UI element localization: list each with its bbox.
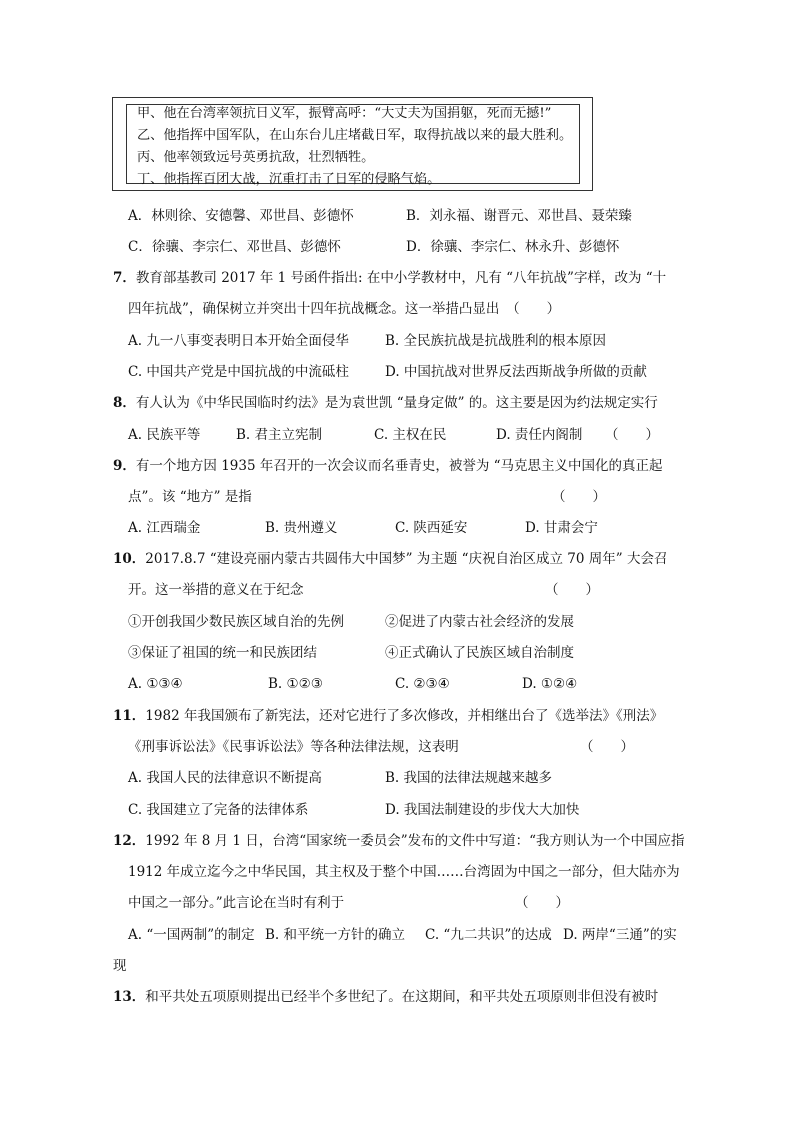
q12-text-3: 中国之一部分。”此言论在当时有利于: [128, 895, 345, 911]
q9-option-b: B. 贵州遵义: [265, 520, 338, 536]
q8-answer-blank: （ ）: [605, 427, 659, 443]
q9-number: 9．: [113, 458, 136, 474]
q9-text-1: 有一个地方因 1935 年召开的一次会议而名垂青史，被誉为 “马克思主义中国化的真正起: [135, 458, 663, 474]
q9-text-2: 点”。该 “地方” 是指: [128, 489, 252, 505]
q10-option-d: D. ①②④: [522, 676, 578, 692]
q6-option-c: C．徐骧、李宗仁、邓世昌、彭德怀: [128, 239, 341, 255]
q6-option-d: D．徐骧、李宗仁、林永升、彭德怀: [406, 239, 620, 255]
q11-number: 11．: [113, 708, 146, 724]
q7-option-b: B. 全民族抗战是抗战胜利的根本原因: [385, 333, 607, 349]
q11-option-b: B. 我国的法律法规越来越多: [385, 770, 553, 786]
q9-option-d: D. 甘肃会宁: [525, 520, 598, 536]
q7-option-c: C. 中国共产党是中国抗战的中流砥柱: [128, 364, 349, 380]
q7-text-2: 四年抗战”，确保树立并突出十四年抗战概念。这一举措凸显出 （ ）: [128, 301, 561, 317]
q12-answer-blank: （ ）: [515, 895, 569, 911]
q12-line-1: [113, 831, 685, 851]
passage-line-ding: 丁、他指挥百团大战，沉重打击了日军的侵略气焰。: [137, 172, 441, 187]
q9-option-c: C. 陕西延安: [395, 520, 468, 536]
q10-item-2: ②促进了内蒙古社会经济的发展: [385, 614, 574, 630]
q7-text-1: 教育部基教司 2017 年 1 号函件指出: 在中小学教材中，凡有 “八年抗战”字样，改为 “十: [135, 270, 667, 286]
q6-option-b: B．刘永福、谢晋元、邓世昌、聂荣臻: [406, 208, 632, 224]
q6-option-a: A．林则徐、安德馨、邓世昌、彭德怀: [128, 208, 354, 224]
q8-number: 8．: [113, 395, 136, 411]
q7-option-a: A. 九一八事变表明日本开始全面侵华: [128, 333, 349, 349]
q12-text-1: 1992 年 8 月 1 日，台湾“国家统一委员会”发布的文件中写道：“我方则认为一个中国应指: [145, 833, 685, 849]
q7-line-1: [113, 268, 666, 288]
q8-option-b: B. 君主立宪制: [236, 427, 323, 443]
q12-option-c: C. “九二共识”的达成: [425, 927, 552, 943]
q10-text-2: 开。这一举措的意义在于纪念: [128, 582, 304, 598]
q11-text-2: 《刑事诉讼法》《民事诉讼法》等各种法律法规，这表明: [128, 739, 459, 755]
q11-option-d: D. 我国法制建设的步伐大大加快: [385, 802, 580, 818]
q12-option-d: D. 两岸“三通”的实: [563, 927, 677, 943]
q13-text-1: 和平共处五项原则提出已经半个多世纪了。在这期间，和平共处五项原则非但没有被时: [145, 989, 659, 1005]
q7-option-d: D. 中国抗战对世界反法西斯战争所做的贡献: [385, 364, 647, 380]
q10-number: 10．: [113, 551, 146, 567]
q8-option-c: C. 主权在民: [374, 427, 447, 443]
q10-item-3: ③保证了祖国的统一和民族团结: [128, 645, 317, 661]
q10-line-1: [113, 549, 667, 569]
q12-text-2: 1912 年成立迄今之中华民国，其主权及于整个中国……台湾固为中国之一部分，但大陆亦为: [128, 864, 680, 880]
q10-option-a: A. ①③④: [128, 676, 183, 692]
q11-text-1: 1982 年我国颁布了新宪法，还对它进行了多次修改，并相继出台了《选举法》《刑法》: [145, 708, 664, 724]
q12-number: 12．: [113, 833, 146, 849]
q12-option-b: B. 和平统一方针的确立: [265, 927, 406, 943]
q11-line-1: [113, 706, 663, 726]
q10-option-b: B. ①②③: [268, 676, 323, 692]
q10-option-c: C. ②③④: [395, 676, 450, 692]
q9-line-1: [113, 456, 663, 476]
q7-number: 7．: [113, 270, 136, 286]
q10-answer-blank: （ ）: [545, 582, 599, 598]
q13-line-1: [113, 987, 658, 1007]
q11-option-c: C. 我国建立了完备的法律体系: [128, 802, 309, 818]
q8-option-d: D. 责任内阁制: [496, 427, 583, 443]
q9-option-a: A. 江西瑞金: [128, 520, 201, 536]
q11-option-a: A. 我国人民的法律意识不断提高: [128, 770, 322, 786]
q10-item-4: ④正式确认了民族区域自治制度: [385, 645, 574, 661]
q8-text-1: 有人认为《中华民国临时约法》是为袁世凯 “量身定做” 的。这主要是因为约法规定实行: [135, 395, 658, 411]
passage-line-yi: 乙、他指挥中国军队，在山东台儿庄堵截日军，取得抗战以来的最大胜利。: [137, 128, 573, 143]
q10-text-1: 2017.8.7 “建设亮丽内蒙古共圆伟大中国梦” 为主题 “庆祝自治区成立 70 周年” 大会召: [145, 551, 668, 567]
passage-line-bing: 丙、他率领致远号英勇抗敌，壮烈牺牲。: [137, 150, 375, 165]
q9-answer-blank: （ ）: [552, 489, 606, 505]
q8-line-1: [113, 393, 658, 413]
passage-box: [137, 103, 597, 191]
q12-option-a: A. “一国两制”的制定: [128, 927, 255, 943]
q10-item-1: ①开创我国少数民族区域自治的先例: [128, 614, 344, 630]
q12-option-d-wrap: 现: [113, 958, 127, 974]
q8-option-a: A. 民族平等: [128, 427, 201, 443]
q13-number: 13．: [113, 989, 146, 1005]
passage-line-jia: 甲、他在台湾率领抗日义军，振臂高呼：“大丈夫为国捐躯，死而无撼!”: [137, 106, 552, 121]
q11-answer-blank: （ ）: [580, 739, 634, 755]
